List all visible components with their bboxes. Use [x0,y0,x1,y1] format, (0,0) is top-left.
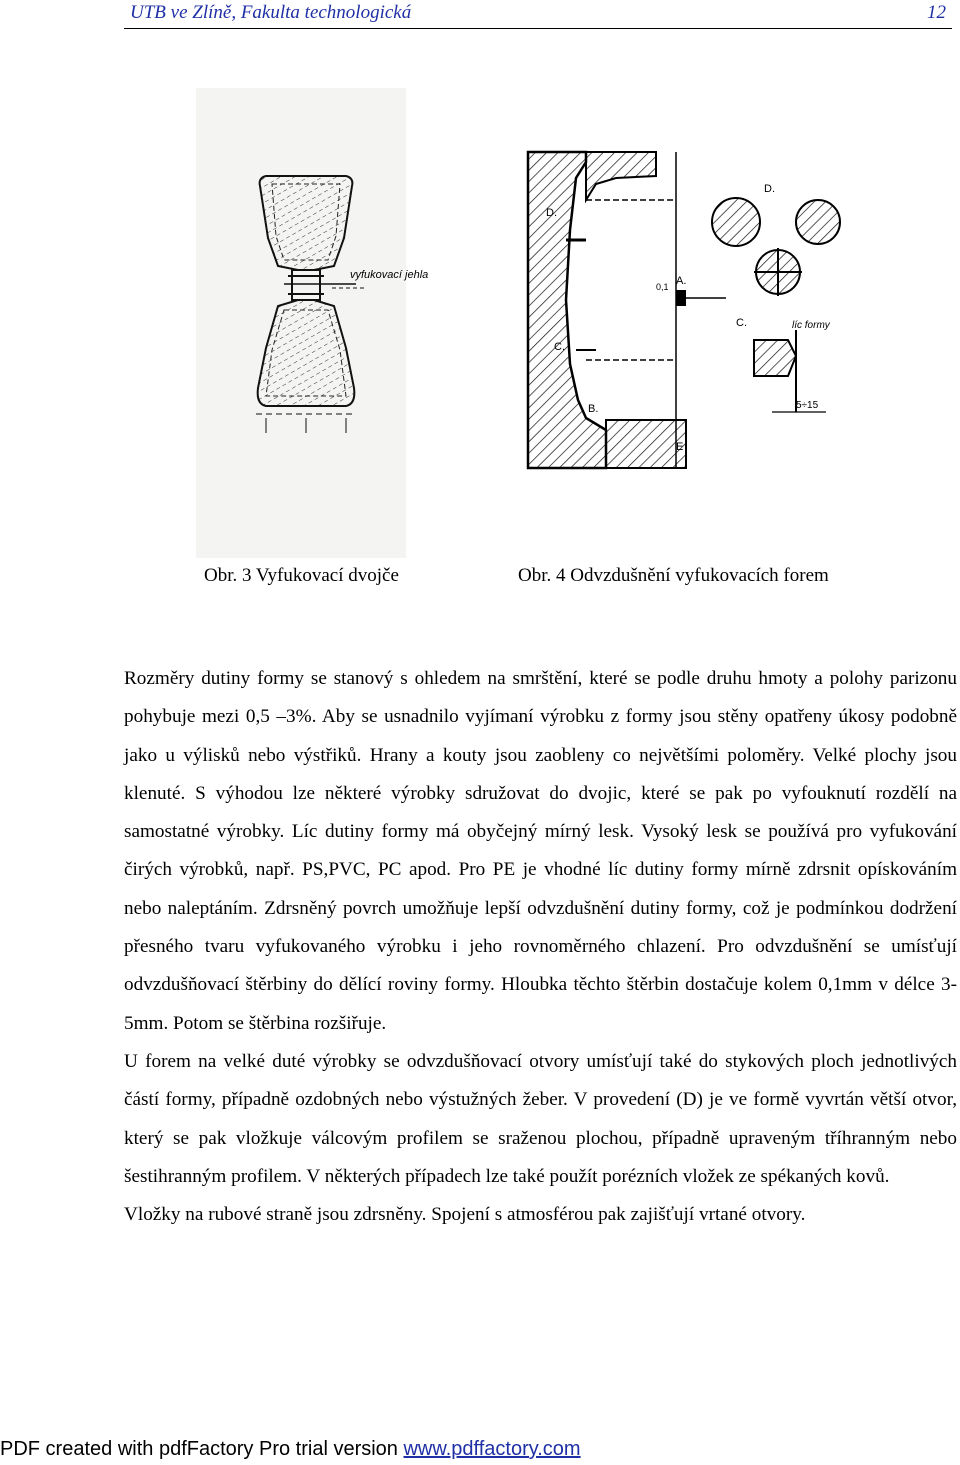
figure-3-caption: Obr. 3 Vyfukovací dvojče [204,565,399,586]
label-D: D. [546,207,557,219]
label-lic: líc formy [792,320,830,331]
label-E: E [676,441,684,453]
paragraph-3: Vložky na rubové straně jsou zdrsněny. Spojení s atmosférou pak zajišťují vrtané otvory. [124,1204,806,1226]
footer-link[interactable]: www.pdffactory.com [403,1438,581,1460]
pdf-footer [0,1438,581,1461]
mold-venting-drawing [526,150,858,472]
label-A: A. [676,275,687,287]
label-D2: D. [764,183,775,195]
blow-twin-drawing [196,88,429,558]
page-number: 12 [927,2,946,23]
figure-blow-twin [196,88,429,558]
figure-4-caption: Obr. 4 Odvzdušnění vyfukovacích forem [518,565,829,586]
figure-mold-venting [526,150,858,472]
footer-text: PDF created with pdfFactory Pro trial version [0,1438,404,1460]
header-title: UTB ve Zlíně, Fakulta technologická [130,2,412,23]
paragraph-2: U forem na velké duté výrobky se odvzdušňovací otvory umísťují také do stykových ploch jednotlivých částí formy, případně ozdobných nebo výstužných žeber. V provedení (D) je ve formě vyvrtán větší otvor, který se pak vložkuje válcovým profilem se sraženou plochou, případně upraveným tříhranným nebo šestihranným profilem. V některých případech lze také použít porézních vložek ze spékaných kovů. [124,1050,957,1187]
label-C: C. [554,341,565,353]
page-header [124,0,952,29]
label-dim1: 0,1 [656,282,669,292]
label-C2: C. [736,317,747,329]
needle-label: vyfukovací jehla [350,269,429,281]
body-text [124,660,957,1234]
label-dim8: 5÷15 [796,400,819,411]
paragraph-1: Rozměry dutiny formy se stanový s ohledem na smrštění, které se podle druhu hmoty a polohy parizonu pohybuje mezi 0,5 –3%. Aby se usnadnilo vyjímaní výrobku z formy jsou stěny opatřeny úkosy podobně jako u výlisků nebo výstřiků. Hrany a kouty jsou zaobleny co největšími poloměry. Velké plochy jsou klenuté. S výhodou lze některé výrobky sdružovat do dvojic, které se pak po vyfouknutí rozdělí na samostatné výrobky. Líc dutiny formy má obyčejný mírný lesk. Vysoký lesk se používá pro vyfukování čirých výrobků, např. PS,PVC, PC apod. Pro PE je vhodné líc dutiny formy mírně zdrsnit opískováním nebo naleptáním. Zdrsněný povrch umožňuje lepší odvzdušnění dutiny formy, což je podmínkou dodržení přesného tvaru vyfukovaného výrobku i jeho rovnoměrného chlazení. Pro odvzdušnění se umísťují odvzdušňovací štěrbiny do dělící roviny formy. Hloubka těchto štěrbin dostačuje kolem 0,1mm v délce 3-5mm. Potom se štěrbina rozšiřuje. [124,668,957,1034]
label-B: B. [588,403,599,415]
